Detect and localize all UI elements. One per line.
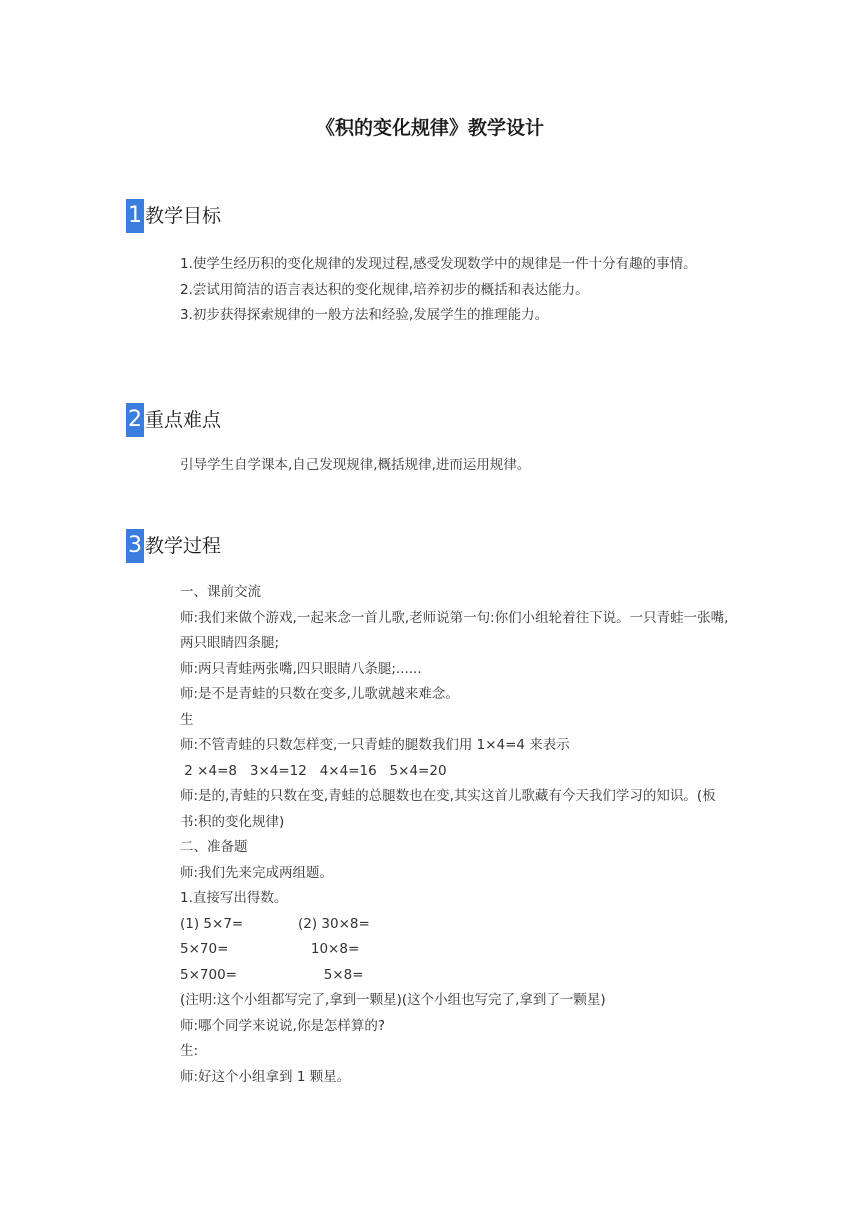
section-heading-key-points xyxy=(126,403,221,437)
section-body-teaching-goals xyxy=(180,252,732,329)
process-subheading: 一、课前交流 xyxy=(180,584,261,600)
process-line: 师:两只青蛙两张嘴,四只眼睛八条腿;...... xyxy=(180,660,422,677)
key-point-text: 引导学生自学课本,自己发现规律,概括规律,进而运用规律。 xyxy=(180,457,531,473)
section-number-badge: 2 xyxy=(126,403,144,437)
exercise-row xyxy=(180,963,732,989)
section-title: 教学目标 xyxy=(145,205,222,227)
exercise-row xyxy=(180,912,732,938)
section-heading-teaching-process xyxy=(126,529,221,563)
process-line: 师:是的,青蛙的只数在变,青蛙的总腿数也在变,其实这首儿歌藏有今天我们学习的知识。(板书:积的变化规律) xyxy=(180,788,716,830)
section-number-badge: 3 xyxy=(126,529,144,563)
goal-item: 2.尝试用简洁的语言表达积的变化规律,培养初步的概括和表达能力。 xyxy=(180,281,589,298)
section-body-key-points xyxy=(180,453,732,479)
section-number-badge: 1 xyxy=(126,199,144,233)
exercise-right: 5×8= xyxy=(298,966,364,983)
exercise-row xyxy=(180,937,732,963)
exercise-right: 10×8= xyxy=(298,941,360,957)
document-title: 《积的变化规律》教学设计 xyxy=(315,117,544,139)
exercise-right: (2) 30×8= xyxy=(298,915,370,932)
process-line: 1.直接写出得数。 xyxy=(180,890,288,906)
process-line: 生: xyxy=(180,1043,199,1059)
process-line: 师:我们先来完成两组题。 xyxy=(180,864,334,881)
exercise-left: 5×700= xyxy=(180,966,237,983)
section-title: 重点难点 xyxy=(145,409,222,431)
section-title: 教学过程 xyxy=(145,535,222,557)
process-line: 师:好这个小组拿到 1 颗星。 xyxy=(180,1068,351,1085)
goal-item: 3.初步获得探索规律的一般方法和经验,发展学生的推理能力。 xyxy=(180,307,549,323)
exercise-left: (1) 5×7= xyxy=(180,915,244,932)
process-subheading: 二、准备题 xyxy=(180,839,248,855)
process-line: 师:我们来做个游戏,一起来念一首儿歌,老师说第一句:你们小组轮着往下说。一只青蛙一张嘴,两只眼睛四条腿; xyxy=(180,609,729,651)
process-line: (注明:这个小组都写完了,拿到一颗星)(这个小组也写完了,拿到了一颗星) xyxy=(180,992,606,1008)
equation-line: 2 ×4=8 3×4=12 4×4=16 5×4=20 xyxy=(180,762,447,779)
process-line: 师:哪个同学来说说,你是怎样算的? xyxy=(180,1017,386,1034)
process-line: 生 xyxy=(180,711,194,728)
process-line: 师:不管青蛙的只数怎样变,一只青蛙的腿数我们用 1×4=4 来表示 xyxy=(180,737,570,753)
goal-item: 1.使学生经历积的变化规律的发现过程,感受发现数学中的规律是一件十分有趣的事情。 xyxy=(180,256,697,272)
process-line: 师:是不是青蛙的只数在变多,儿歌就越来难念。 xyxy=(180,686,459,702)
exercise-left: 5×70= xyxy=(180,941,229,957)
section-body-teaching-process xyxy=(180,580,732,1090)
section-heading-teaching-goals xyxy=(126,199,221,233)
